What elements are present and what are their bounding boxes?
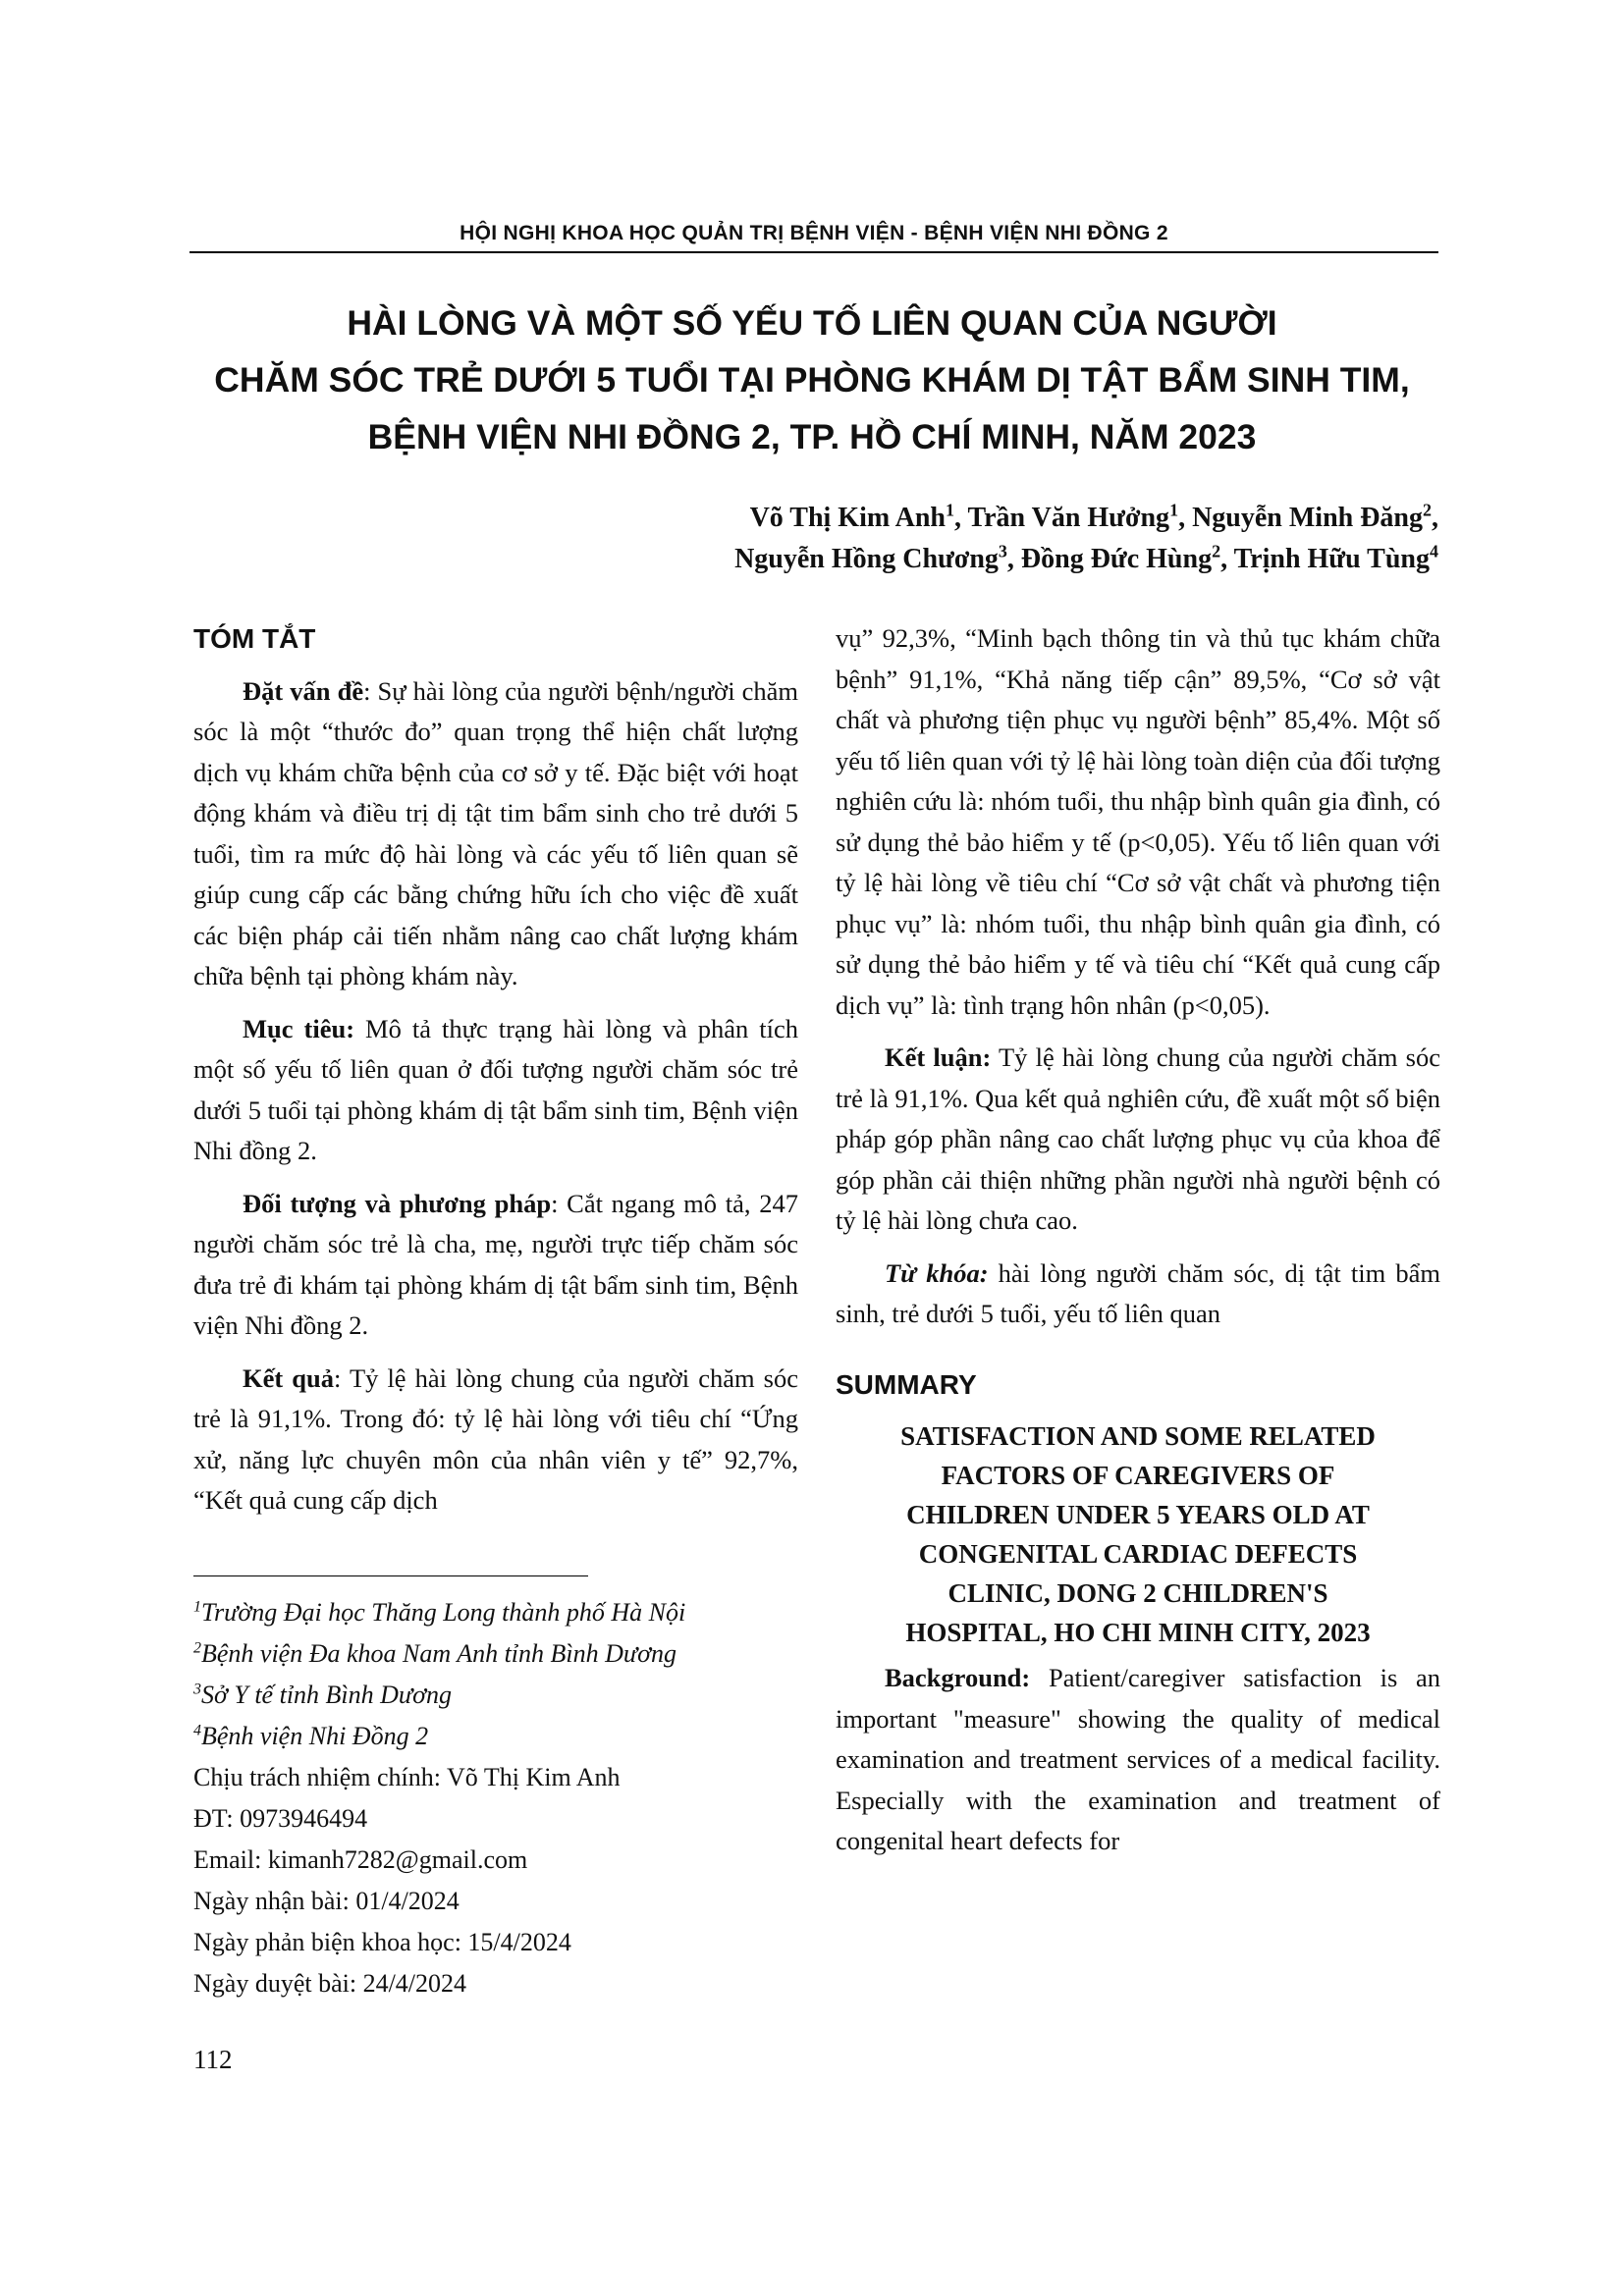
affiliation-text: Bệnh viện Đa khoa Nam Anh tỉnh Bình Dương xyxy=(201,1639,677,1668)
summary-background xyxy=(836,1658,1440,1862)
abstract-results-continued: vụ” 92,3%, “Minh bạch thông tin và thủ tục khám chữa bệnh” 91,1%, “Khả năng tiếp cận” 89,5%, “Cơ sở vật chất và phương tiện phục vụ người bệnh” 85,4%. Một số yếu tố liên quan với tỷ lệ hài lòng toàn diện của đối tượng nghiên cứu là: nhóm tuổi, thu nhập bình quân gia đình, có sử dụng thẻ bảo hiểm y tế (p<0,05). Yếu tố liên quan với tỷ lệ hài lòng về tiêu chí “Cơ sở vật chất và phương tiện phục vụ” là: nhóm tuổi, thu nhập bình quân gia đình, có sử dụng thẻ bảo hiểm y tế và tiêu chí “Kết quả cung cấp dịch vụ” là: tình trạng hôn nhân (p<0,05). xyxy=(836,623,1440,1020)
affiliation-2 xyxy=(193,1633,802,1675)
right-column xyxy=(836,618,1440,1874)
header-rule xyxy=(189,251,1438,253)
methods-text: : Cắt ngang mô tả, 247 người chăm sóc trẻ là cha, mẹ, người trực tiếp chăm sóc đưa trẻ đi khám tại phòng khám dị tật bẩm sinh tim, Bệnh viện Nhi đồng 2. xyxy=(193,1188,798,1340)
received-date: Ngày nhận bài: 01/4/2024 xyxy=(193,1887,460,1915)
author-line-1: Võ Thị Kim Anh$^1$, Trần Văn Hưởng$^1$, Nguyễn Minh Đăng$^2$, xyxy=(749,500,1438,533)
author-name: Đồng Đức Hùng xyxy=(1020,544,1213,574)
abstract-methods xyxy=(193,1184,798,1347)
corresponding-author: Chịu trách nhiệm chính: Võ Thị Kim Anh xyxy=(193,1763,621,1791)
affiliation-text: Sở Y tế tỉnh Bình Dương xyxy=(201,1681,452,1709)
author-affiliation: 1 xyxy=(1169,500,1179,520)
affiliation-text: Bệnh viện Nhi Đồng 2 xyxy=(201,1722,429,1750)
conclusion-label: Kết luận: xyxy=(885,1042,992,1072)
objective-text: Mô tả thực trạng hài lòng và phân tích một số yếu tố liên quan ở đối tượng người chăm sóc trẻ dưới 5 tuổi tại phòng khám dị tật bẩm sinh tim, Bệnh viện Nhi đồng 2. xyxy=(193,1013,799,1165)
objective-label: Mục tiêu: xyxy=(243,1013,355,1043)
keywords-label: Từ khóa: xyxy=(885,1257,989,1288)
methods-label: Đối tượng và phương pháp xyxy=(243,1188,552,1218)
summary-background-text: Patient/caregiver satisfaction is an important "measure" showing the quality of medical examination and treatment services of a medical facility. Especially with the examination and treatment of congenital heart defects for xyxy=(836,1663,1440,1855)
author-name: Nguyễn Hồng Chương xyxy=(734,544,999,574)
affiliation-number: 3 xyxy=(193,1681,201,1698)
background-label: Đặt vấn đề xyxy=(243,675,364,706)
left-column xyxy=(193,618,798,1533)
author-name: Võ Thị Kim Anh xyxy=(749,503,947,533)
affiliation-4 xyxy=(193,1716,802,1757)
author-affiliation: 2 xyxy=(1423,500,1432,520)
title-line-2: CHĂM SÓC TRẺ DƯỚI 5 TUỔI TẠI PHÒNG KHÁM DỊ TẬT BẨM SINH TIM, xyxy=(214,360,1410,400)
review-date: Ngày phản biện khoa học: 15/4/2024 xyxy=(193,1928,571,1956)
summary-title-line-4: CONGENITAL CARDIAC DEFECTS xyxy=(918,1539,1358,1569)
summary-title-line-6: HOSPITAL, HO CHI MINH CITY, 2023 xyxy=(905,1618,1371,1647)
results-text-part-1: : Tỷ lệ hài lòng chung của người chăm sóc trẻ là 91,1%. Trong đó: tỷ lệ hài lòng với tiêu chí “Ứng xử, năng lực chuyên môn của nhân viên y tế” 92,7%, “Kết quả cung cấp dịch xyxy=(193,1362,798,1515)
affiliation-text: Trường Đại học Thăng Long thành phố Hà Nội xyxy=(201,1598,686,1627)
footnotes xyxy=(193,1592,802,2004)
summary-title-line-2: FACTORS OF CAREGIVERS OF xyxy=(941,1461,1335,1490)
author-affiliation: 4 xyxy=(1430,541,1438,561)
summary-title-line-5: CLINIC, DONG 2 CHILDREN'S xyxy=(947,1578,1328,1608)
phone-number: ĐT: 0973946494 xyxy=(193,1804,368,1833)
author-affiliation: 2 xyxy=(1212,541,1221,561)
author-line-2: Nguyễn Hồng Chương$^3$, Đồng Đức Hùng$^2$, Trịnh Hữu Tùng$^4$ xyxy=(734,541,1438,574)
abstract-conclusion xyxy=(836,1038,1440,1242)
title-line-3: BỆNH VIỆN NHI ĐỒNG 2, TP. HỒ CHÍ MINH, NĂM 2023 xyxy=(367,417,1257,456)
footnote-rule xyxy=(193,1575,588,1576)
abstract-objective xyxy=(193,1009,798,1172)
affiliation-number: 1 xyxy=(193,1598,201,1616)
author-list xyxy=(734,498,1438,580)
title-line-1: HÀI LÒNG VÀ MỘT SỐ YẾU TỐ LIÊN QUAN CỦA NGƯỜI xyxy=(347,303,1277,343)
keywords-text: hài lòng người chăm sóc, dị tật tim bẩm sinh, trẻ dưới 5 tuổi, yếu tố liên quan xyxy=(836,1257,1440,1328)
author-affiliation: 3 xyxy=(998,541,1007,561)
author-name: Trịnh Hữu Tùng xyxy=(1233,544,1430,574)
summary-title-line-1: SATISFACTION AND SOME RELATED xyxy=(900,1421,1376,1451)
results-label: Kết quả xyxy=(243,1362,334,1393)
summary-title xyxy=(836,1416,1440,1652)
affiliation-number: 2 xyxy=(193,1639,201,1657)
author-affiliation: 1 xyxy=(946,500,955,520)
author-name: Trần Văn Hưởng xyxy=(967,503,1170,533)
paper-title xyxy=(177,294,1447,465)
summary-background-label: Background: xyxy=(885,1663,1031,1692)
abstract-heading: TÓM TẮT xyxy=(193,623,316,654)
affiliation-number: 4 xyxy=(193,1722,201,1739)
summary-title-line-3: CHILDREN UNDER 5 YEARS OLD AT xyxy=(906,1500,1370,1529)
accepted-date: Ngày duyệt bài: 24/4/2024 xyxy=(193,1969,467,1998)
background-text: : Sự hài lòng của người bệnh/người chăm sóc là một “thước đo” quan trọng thể hiện chất lượng dịch vụ khám chữa bệnh của cơ sở y tế. Đặc biệt với hoạt động khám và điều trị dị tật tim bẩm sinh cho trẻ dưới 5 tuổi, tìm ra mức độ hài lòng và các yếu tố liên quan sẽ giúp cung cấp các bằng chứng hữu ích cho việc đề xuất các biện pháp cải tiến nhằm nâng cao chất lượng khám chữa bệnh tại phòng khám này. xyxy=(193,675,799,990)
email-address: Email: kimanh7282@gmail.com xyxy=(193,1845,528,1874)
affiliation-1 xyxy=(193,1592,802,1633)
affiliation-3 xyxy=(193,1675,802,1716)
running-header: HỘI NGHỊ KHOA HỌC QUẢN TRỊ BỆNH VIỆN - BỆNH VIỆN NHI ĐỒNG 2 xyxy=(460,222,1168,244)
author-name: Nguyễn Minh Đăng xyxy=(1192,503,1423,533)
abstract-results xyxy=(193,1359,798,1522)
page-number: 112 xyxy=(193,2045,233,2074)
abstract-background xyxy=(193,671,798,997)
conclusion-text: Tỷ lệ hài lòng chung của người chăm sóc trẻ là 91,1%. Qua kết quả nghiên cứu, đề xuất một số biện pháp góp phần nâng cao chất lượng phục vụ của khoa để góp phần cải thiện những phần người nhà người bệnh có tỷ lệ hài lòng chưa cao. xyxy=(836,1042,1440,1235)
abstract-keywords xyxy=(836,1254,1440,1335)
summary-heading: SUMMARY xyxy=(836,1368,977,1400)
